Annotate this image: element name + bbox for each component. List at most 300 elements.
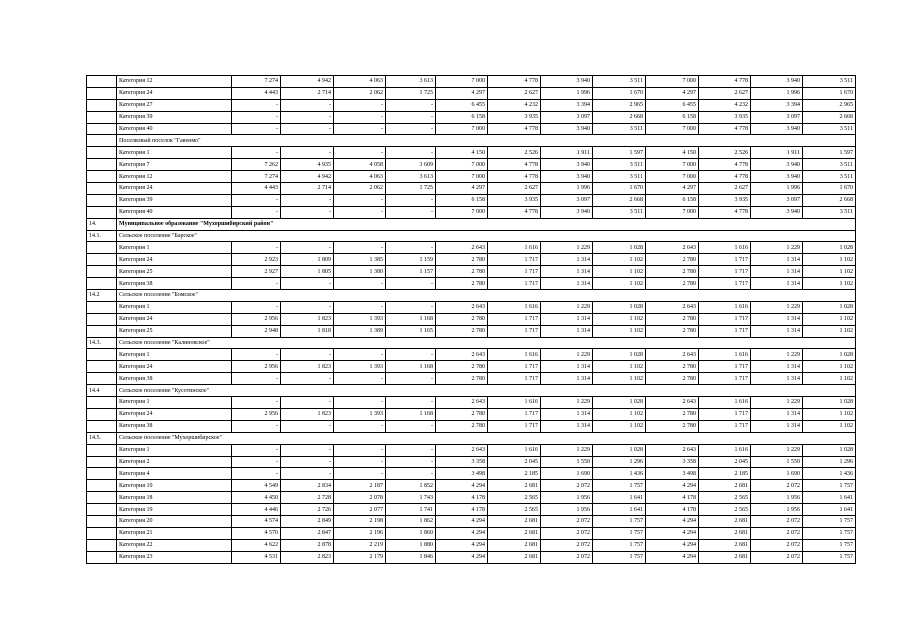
- value-cell: 6 158: [646, 194, 699, 206]
- value-cell: 7 000: [436, 206, 488, 218]
- value-cell: 2 643: [646, 444, 699, 456]
- value-cell: 4 178: [646, 504, 699, 516]
- value-cell: 3 511: [593, 206, 646, 218]
- value-cell: 1 823: [281, 408, 334, 420]
- value-cell: 1 717: [488, 361, 541, 373]
- value-cell: 4 622: [232, 539, 281, 551]
- value-cell: 2 643: [436, 444, 488, 456]
- value-cell: -: [281, 349, 334, 361]
- value-cell: 2 780: [646, 373, 699, 385]
- value-cell: 3 097: [541, 194, 593, 206]
- value-cell: 2 643: [436, 301, 488, 313]
- value-cell: 2 956: [232, 361, 281, 373]
- value-cell: 3 394: [751, 99, 803, 111]
- value-cell: 4 570: [232, 527, 281, 539]
- value-cell: 2 965: [803, 99, 856, 111]
- value-cell: 3 511: [803, 76, 856, 88]
- value-cell: 4 778: [488, 123, 541, 135]
- value-cell: 1 314: [541, 361, 593, 373]
- value-cell: 4 297: [646, 87, 699, 99]
- value-cell: -: [281, 194, 334, 206]
- value-cell: 1 717: [488, 313, 541, 325]
- value-cell: 2 643: [436, 242, 488, 254]
- section-row: [87, 135, 856, 147]
- category-cell: Категория 4: [117, 468, 232, 480]
- value-cell: -: [334, 373, 386, 385]
- row-number-cell: 14.: [87, 218, 117, 230]
- value-cell: 2 780: [646, 313, 699, 325]
- value-cell: 1 996: [751, 87, 803, 99]
- table-row: [87, 147, 856, 159]
- value-cell: 1 168: [386, 361, 436, 373]
- value-cell: 1 717: [699, 325, 751, 337]
- value-cell: 1 229: [541, 397, 593, 409]
- value-cell: 1 102: [593, 325, 646, 337]
- value-cell: -: [334, 468, 386, 480]
- value-cell: 1 550: [751, 456, 803, 468]
- value-cell: -: [281, 147, 334, 159]
- category-cell: Категория 24: [117, 254, 232, 266]
- value-cell: -: [334, 456, 386, 468]
- value-cell: 2 823: [281, 551, 334, 563]
- value-cell: -: [386, 99, 436, 111]
- value-cell: 4 063: [334, 171, 386, 183]
- value-cell: 1 436: [593, 468, 646, 480]
- value-cell: 1 102: [593, 373, 646, 385]
- category-cell: Категория 39: [117, 194, 232, 206]
- row-number-cell: [87, 266, 117, 278]
- value-cell: 3 498: [646, 468, 699, 480]
- value-cell: 4 450: [232, 492, 281, 504]
- category-cell: Категория 20: [117, 515, 232, 527]
- value-cell: 2 780: [436, 373, 488, 385]
- value-cell: 4 294: [436, 551, 488, 563]
- value-cell: 1 102: [593, 266, 646, 278]
- value-cell: -: [232, 397, 281, 409]
- value-cell: 4 294: [646, 539, 699, 551]
- value-cell: 2 780: [436, 420, 488, 432]
- value-cell: 1 757: [803, 480, 856, 492]
- value-cell: -: [386, 242, 436, 254]
- value-cell: -: [334, 420, 386, 432]
- row-number-cell: [87, 206, 117, 218]
- value-cell: 4 294: [436, 480, 488, 492]
- value-cell: 1 028: [803, 242, 856, 254]
- value-cell: 2 681: [488, 551, 541, 563]
- value-cell: 3 511: [593, 171, 646, 183]
- value-cell: -: [232, 468, 281, 480]
- value-cell: 1 725: [386, 183, 436, 195]
- value-cell: 7 000: [646, 206, 699, 218]
- value-cell: 1 102: [803, 373, 856, 385]
- table-row: [87, 551, 856, 563]
- value-cell: 2 681: [699, 515, 751, 527]
- table-row: [87, 278, 856, 290]
- value-cell: 1 616: [699, 397, 751, 409]
- row-number-cell: [87, 515, 117, 527]
- value-cell: -: [232, 147, 281, 159]
- value-cell: 2 643: [646, 242, 699, 254]
- value-cell: 1 028: [803, 444, 856, 456]
- value-cell: 4 942: [281, 171, 334, 183]
- value-cell: 1 805: [281, 266, 334, 278]
- value-cell: 3 940: [541, 123, 593, 135]
- value-cell: 2 668: [593, 111, 646, 123]
- value-cell: -: [386, 194, 436, 206]
- value-cell: 4 443: [232, 183, 281, 195]
- row-number-cell: [87, 183, 117, 195]
- category-cell: Категория 25: [117, 266, 232, 278]
- value-cell: 1 690: [541, 468, 593, 480]
- value-cell: 2 668: [803, 194, 856, 206]
- table-row: [87, 492, 856, 504]
- value-cell: 4 778: [488, 159, 541, 171]
- value-cell: 1 102: [803, 361, 856, 373]
- value-cell: 1 852: [386, 480, 436, 492]
- value-cell: 1 670: [803, 87, 856, 99]
- table-row: [87, 99, 856, 111]
- value-cell: -: [386, 456, 436, 468]
- value-cell: 2 878: [281, 539, 334, 551]
- table-row: [87, 468, 856, 480]
- value-cell: 3 511: [593, 159, 646, 171]
- row-number-cell: 14.5.: [87, 432, 117, 444]
- value-cell: 1 314: [541, 373, 593, 385]
- value-cell: 1 393: [334, 361, 386, 373]
- value-cell: 1 314: [751, 408, 803, 420]
- value-cell: 2 627: [699, 183, 751, 195]
- value-cell: 2 643: [436, 349, 488, 361]
- value-cell: 2 714: [281, 87, 334, 99]
- section-title-cell: Сельское поселение "Бомское": [117, 290, 856, 302]
- value-cell: 3 940: [751, 171, 803, 183]
- value-cell: 2 198: [334, 515, 386, 527]
- value-cell: 3 097: [541, 111, 593, 123]
- value-cell: 2 179: [334, 551, 386, 563]
- value-cell: 4 443: [232, 87, 281, 99]
- value-cell: 1 168: [386, 313, 436, 325]
- section-row: [87, 432, 856, 444]
- row-number-cell: 14.4: [87, 385, 117, 397]
- value-cell: 6 455: [436, 99, 488, 111]
- table-row: [87, 456, 856, 468]
- category-cell: Категория 25: [117, 325, 232, 337]
- value-cell: 1 717: [699, 254, 751, 266]
- value-cell: 1 725: [386, 87, 436, 99]
- value-cell: 2 780: [436, 266, 488, 278]
- value-cell: -: [386, 123, 436, 135]
- value-cell: 1 028: [593, 349, 646, 361]
- value-cell: -: [334, 278, 386, 290]
- value-cell: -: [281, 397, 334, 409]
- value-cell: 1 616: [488, 397, 541, 409]
- value-cell: 2 565: [699, 492, 751, 504]
- value-cell: 1 314: [751, 266, 803, 278]
- value-cell: -: [281, 373, 334, 385]
- value-cell: 2 045: [699, 456, 751, 468]
- value-cell: -: [386, 147, 436, 159]
- row-number-cell: [87, 313, 117, 325]
- value-cell: 2 780: [646, 408, 699, 420]
- value-cell: -: [386, 111, 436, 123]
- value-cell: 3 358: [436, 456, 488, 468]
- value-cell: 4 778: [699, 171, 751, 183]
- value-cell: 1 717: [699, 313, 751, 325]
- row-number-cell: [87, 444, 117, 456]
- value-cell: 2 072: [751, 527, 803, 539]
- value-cell: 1 741: [386, 504, 436, 516]
- value-cell: 4 294: [646, 480, 699, 492]
- table-row: [87, 373, 856, 385]
- value-cell: 7 274: [232, 76, 281, 88]
- value-cell: 7 000: [436, 123, 488, 135]
- value-cell: 1 670: [593, 183, 646, 195]
- row-number-cell: [87, 492, 117, 504]
- value-cell: 3 935: [699, 194, 751, 206]
- category-cell: Категория 40: [117, 123, 232, 135]
- value-cell: 2 834: [281, 480, 334, 492]
- table-row: [87, 515, 856, 527]
- value-cell: 4 778: [699, 206, 751, 218]
- value-cell: 1 757: [803, 539, 856, 551]
- value-cell: 1 028: [593, 301, 646, 313]
- table-row: [87, 361, 856, 373]
- value-cell: 1 616: [488, 301, 541, 313]
- value-cell: -: [281, 456, 334, 468]
- value-cell: 1 717: [488, 325, 541, 337]
- value-cell: 7 000: [646, 159, 699, 171]
- value-cell: 1 996: [541, 183, 593, 195]
- value-cell: 1 102: [593, 420, 646, 432]
- value-cell: 1 717: [488, 408, 541, 420]
- value-cell: 1 393: [334, 313, 386, 325]
- value-cell: 1 102: [803, 325, 856, 337]
- table-row: [87, 349, 856, 361]
- value-cell: 1 956: [751, 492, 803, 504]
- row-number-cell: [87, 456, 117, 468]
- value-cell: 2 643: [646, 301, 699, 313]
- value-cell: 4 178: [646, 492, 699, 504]
- value-cell: 4 778: [488, 171, 541, 183]
- category-cell: Категория 24: [117, 408, 232, 420]
- section-row: [87, 218, 856, 230]
- value-cell: 1 809: [281, 254, 334, 266]
- row-number-cell: [87, 278, 117, 290]
- value-cell: 1 393: [334, 408, 386, 420]
- value-cell: 4 178: [436, 492, 488, 504]
- value-cell: 4 531: [232, 551, 281, 563]
- row-number-cell: [87, 551, 117, 563]
- value-cell: 3 935: [488, 194, 541, 206]
- value-cell: 2 627: [488, 87, 541, 99]
- table-row: [87, 408, 856, 420]
- table-row: [87, 301, 856, 313]
- value-cell: 1 314: [751, 361, 803, 373]
- value-cell: 1 157: [386, 266, 436, 278]
- value-cell: 4 297: [436, 87, 488, 99]
- value-cell: 1 229: [541, 444, 593, 456]
- value-cell: 2 780: [646, 254, 699, 266]
- value-cell: 3 097: [751, 111, 803, 123]
- value-cell: 1 102: [803, 420, 856, 432]
- value-cell: 1 616: [699, 349, 751, 361]
- value-cell: -: [386, 420, 436, 432]
- value-cell: 2 062: [334, 183, 386, 195]
- table-row: [87, 206, 856, 218]
- value-cell: 4 935: [281, 159, 334, 171]
- value-cell: 1 616: [488, 242, 541, 254]
- value-cell: 1 757: [593, 480, 646, 492]
- value-cell: 1 229: [751, 301, 803, 313]
- value-cell: -: [334, 206, 386, 218]
- value-cell: 1 823: [281, 313, 334, 325]
- value-cell: 2 072: [541, 515, 593, 527]
- value-cell: -: [334, 99, 386, 111]
- value-cell: 6 158: [436, 111, 488, 123]
- section-row: [87, 290, 856, 302]
- value-cell: 1 670: [593, 87, 646, 99]
- value-cell: 1 717: [488, 373, 541, 385]
- table-row: [87, 266, 856, 278]
- value-cell: 1 717: [699, 278, 751, 290]
- value-cell: 2 526: [488, 147, 541, 159]
- value-cell: 1 717: [488, 278, 541, 290]
- row-number-cell: [87, 135, 117, 147]
- value-cell: 2 072: [751, 539, 803, 551]
- category-cell: Категория 22: [117, 539, 232, 551]
- row-number-cell: [87, 373, 117, 385]
- section-title-cell: Сельское поселение "Мухоршибирское": [117, 432, 856, 444]
- value-cell: 1 690: [751, 468, 803, 480]
- value-cell: 1 757: [803, 527, 856, 539]
- value-cell: 2 923: [232, 254, 281, 266]
- category-cell: Категория 18: [117, 492, 232, 504]
- table-body: [87, 76, 856, 564]
- category-cell: Категория 1: [117, 147, 232, 159]
- value-cell: 2 072: [751, 515, 803, 527]
- value-cell: 2 643: [436, 397, 488, 409]
- category-cell: Категория 1: [117, 444, 232, 456]
- value-cell: 3 609: [386, 159, 436, 171]
- value-cell: 2 643: [646, 349, 699, 361]
- value-cell: 1 229: [751, 349, 803, 361]
- value-cell: 3 511: [803, 159, 856, 171]
- value-cell: 4 778: [699, 159, 751, 171]
- value-cell: -: [334, 349, 386, 361]
- table-row: [87, 420, 856, 432]
- value-cell: 3 358: [646, 456, 699, 468]
- value-cell: 1 229: [541, 349, 593, 361]
- value-cell: 3 498: [436, 468, 488, 480]
- value-cell: 4 063: [334, 76, 386, 88]
- value-cell: 1 911: [751, 147, 803, 159]
- row-number-cell: [87, 99, 117, 111]
- value-cell: 7 262: [232, 159, 281, 171]
- value-cell: 2 185: [699, 468, 751, 480]
- value-cell: 2 780: [436, 313, 488, 325]
- row-number-cell: [87, 408, 117, 420]
- value-cell: 1 641: [593, 492, 646, 504]
- row-number-cell: [87, 254, 117, 266]
- category-cell: Категория 7: [117, 159, 232, 171]
- table-row: [87, 111, 856, 123]
- value-cell: -: [232, 444, 281, 456]
- value-cell: 1 102: [803, 408, 856, 420]
- value-cell: 2 196: [334, 527, 386, 539]
- table-row: [87, 123, 856, 135]
- row-number-cell: [87, 468, 117, 480]
- value-cell: -: [281, 444, 334, 456]
- category-cell: Категория 40: [117, 206, 232, 218]
- value-cell: -: [232, 99, 281, 111]
- section-title-cell: Поселковый поселок "Гавенмо": [117, 135, 856, 147]
- value-cell: 2 078: [334, 492, 386, 504]
- table-row: [87, 254, 856, 266]
- value-cell: 1 028: [803, 349, 856, 361]
- row-number-cell: [87, 171, 117, 183]
- value-cell: 1 823: [281, 361, 334, 373]
- category-cell: Категория 1: [117, 301, 232, 313]
- value-cell: 1 757: [593, 539, 646, 551]
- row-number-cell: [87, 194, 117, 206]
- value-cell: -: [281, 111, 334, 123]
- value-cell: -: [334, 444, 386, 456]
- value-cell: 1 102: [593, 278, 646, 290]
- value-cell: 2 045: [488, 456, 541, 468]
- value-cell: 2 668: [593, 194, 646, 206]
- value-cell: 4 294: [646, 515, 699, 527]
- value-cell: 2 643: [646, 397, 699, 409]
- value-cell: 2 681: [488, 480, 541, 492]
- value-cell: 2 956: [232, 408, 281, 420]
- category-cell: Категория 38: [117, 420, 232, 432]
- value-cell: 4 294: [646, 527, 699, 539]
- table-row: [87, 194, 856, 206]
- row-number-cell: [87, 504, 117, 516]
- value-cell: 2 780: [646, 361, 699, 373]
- value-cell: 2 668: [803, 111, 856, 123]
- value-cell: 1 616: [699, 242, 751, 254]
- value-cell: 1 314: [751, 254, 803, 266]
- category-cell: Категория 24: [117, 87, 232, 99]
- row-number-cell: [87, 527, 117, 539]
- value-cell: 3 511: [593, 123, 646, 135]
- value-cell: 2 780: [436, 325, 488, 337]
- value-cell: 4 778: [699, 76, 751, 88]
- value-cell: 2 565: [699, 504, 751, 516]
- value-cell: 1 956: [541, 492, 593, 504]
- category-cell: Категория 12: [117, 171, 232, 183]
- value-cell: 1 641: [803, 492, 856, 504]
- value-cell: 1 102: [593, 361, 646, 373]
- section-title-cell: Сельское поселение "Кусотинское": [117, 385, 856, 397]
- value-cell: -: [334, 123, 386, 135]
- value-cell: -: [386, 444, 436, 456]
- value-cell: 6 158: [646, 111, 699, 123]
- section-row: [87, 385, 856, 397]
- value-cell: 1 229: [751, 242, 803, 254]
- value-cell: 6 158: [436, 194, 488, 206]
- value-cell: -: [232, 111, 281, 123]
- row-number-cell: 14.3.: [87, 337, 117, 349]
- value-cell: 1 165: [386, 325, 436, 337]
- value-cell: -: [281, 468, 334, 480]
- value-cell: 2 681: [488, 515, 541, 527]
- value-cell: 3 511: [803, 206, 856, 218]
- value-cell: 1 314: [541, 325, 593, 337]
- value-cell: 1 597: [593, 147, 646, 159]
- category-cell: Категория 38: [117, 278, 232, 290]
